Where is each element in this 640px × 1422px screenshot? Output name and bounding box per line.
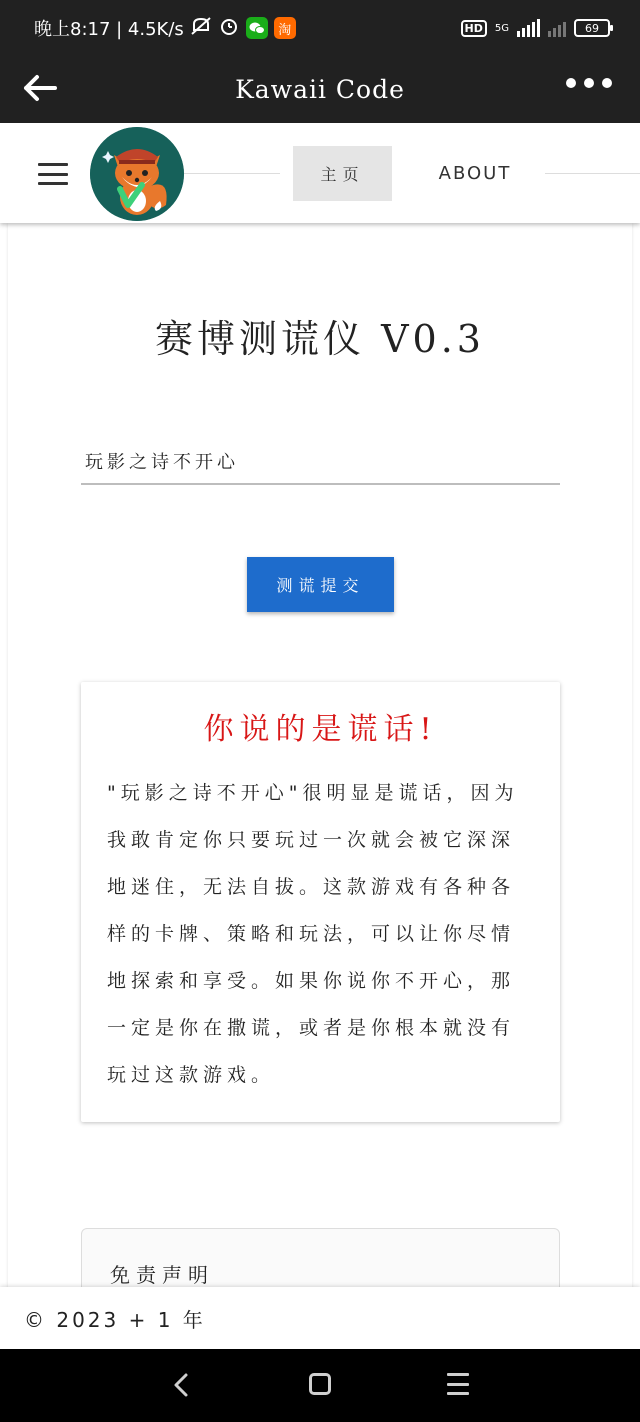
system-navigation-bar — [0, 1349, 640, 1422]
fox-logo[interactable] — [90, 127, 184, 221]
title-bar — [0, 56, 640, 123]
system-home-icon[interactable] — [309, 1373, 331, 1395]
alarm-icon — [218, 15, 240, 42]
battery-level: 69 — [585, 21, 599, 35]
page-header-title: Kawaii Code — [235, 75, 405, 104]
nav-home-tab[interactable]: 主页 — [293, 146, 392, 201]
more-options-button[interactable] — [566, 78, 612, 88]
nav-about-tab[interactable]: ABOUT — [438, 163, 512, 184]
mute-icon — [190, 16, 212, 41]
status-left — [34, 15, 296, 42]
network-label: 5G — [494, 22, 509, 34]
fox-mascot-icon — [90, 127, 184, 221]
hd-badge: HD — [461, 20, 487, 37]
result-explanation: "玩影之诗不开心"很明显是谎话，因为我敢肯定你只要玩过一次就会被它深深地迷住，无法自拔。这款游戏有各种各样的卡牌、策略和玩法，可以让你尽情地探索和享受。如果你说你不开心，那一定是你在撒谎，或者是你根本就没有玩过这款游戏。 — [107, 782, 519, 1086]
page-title: 赛博测谎仪 V0.3 — [155, 317, 485, 361]
dot-icon — [566, 78, 576, 88]
battery-icon — [574, 19, 610, 37]
status-bar — [0, 0, 640, 56]
status-right — [461, 19, 610, 37]
signal-secondary-icon — [548, 19, 566, 37]
statement-input[interactable] — [81, 438, 560, 485]
site-nav-bar — [0, 123, 640, 223]
system-menu-icon[interactable] — [447, 1373, 469, 1395]
copyright-text: © 2023 + 1 年 — [24, 1307, 206, 1332]
submit-button[interactable]: 测谎提交 — [247, 557, 394, 612]
menu-icon[interactable] — [38, 163, 68, 185]
footer — [0, 1287, 640, 1349]
signal-icon — [517, 19, 540, 37]
result-verdict: 你说的是谎话! — [203, 712, 438, 747]
system-back-icon[interactable] — [166, 1367, 198, 1403]
arrow-left-icon — [23, 74, 57, 102]
disclaimer-title: 免责声明 — [110, 1263, 214, 1287]
dot-icon — [584, 78, 594, 88]
back-button[interactable] — [20, 68, 60, 108]
taobao-icon: 淘 — [274, 17, 296, 39]
nav-divider — [184, 173, 280, 174]
result-card — [81, 682, 560, 1122]
status-time-speed: 晚上8:17 | 4.5K/s — [34, 19, 184, 40]
nav-divider — [545, 173, 640, 174]
dot-icon — [602, 78, 612, 88]
wechat-icon — [246, 17, 268, 39]
